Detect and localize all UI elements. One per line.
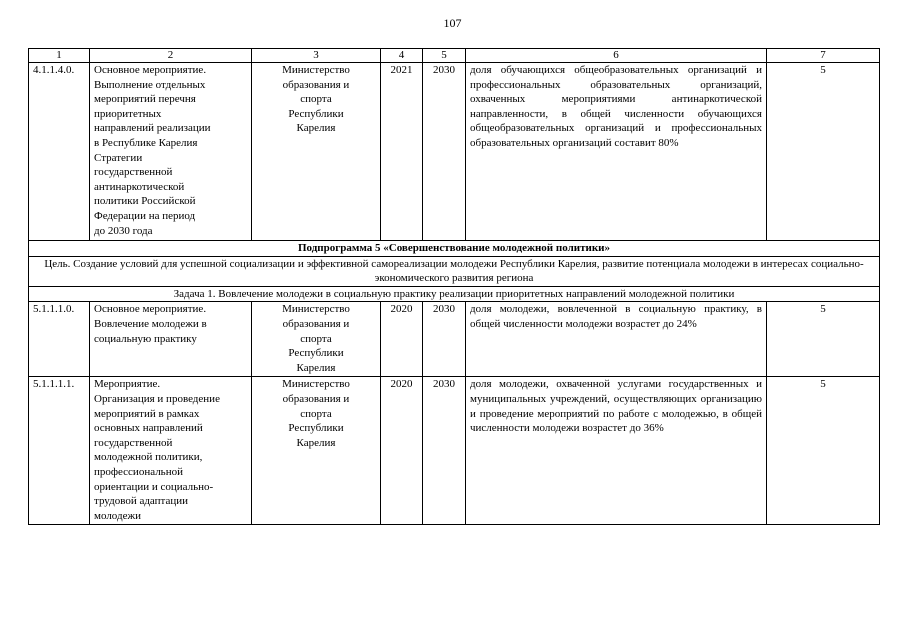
page-number: 107 [443, 16, 462, 30]
measure-end-year: 2030 [423, 63, 466, 241]
goal-row [29, 256, 880, 286]
measure-name: Основное мероприятие. Выполнение отдельных мероприятий перечня приоритетных направлений реализации в Республике Карелия Стратегии государственной антинаркотической политики Российской Федерации на период до 2030 года [90, 63, 252, 241]
measure-start-year: 2021 [381, 63, 423, 241]
measure-end-year: 2030 [423, 377, 466, 525]
measure-indicator: доля обучающихся общеобразовательных организаций и профессиональных образовательных организаций, охваченных мероприятиями антинаркотической направленности, в общей численности обучающихся общеобразовательных организаций и профессиональных образовательных организаций составит 80% [466, 63, 767, 241]
table-row [29, 302, 880, 377]
measure-ref: 5 [767, 302, 880, 377]
measure-executor: Министерство образования и спорта Республики Карелия [252, 63, 381, 241]
measure-indicator: доля молодежи, охваченной услугами государственных и муниципальных учреждений, осуществляющих организацию и проведение мероприятий по работе с молодежью, в общей численности молодежи возрастет до 36% [466, 377, 767, 525]
header-cell: 7 [767, 49, 880, 63]
measure-ref: 5 [767, 63, 880, 241]
measure-name: Основное мероприятие. Вовлечение молодежи в социальную практику [90, 302, 252, 377]
task-text: Задача 1. Вовлечение молодежи в социальную практику реализации приоритетных направлений молодежной политики [29, 286, 880, 302]
measure-executor: Министерство образования и спорта Республики Карелия [252, 377, 381, 525]
header-row [29, 49, 880, 63]
goal-text: Цель. Создание условий для успешной социализации и эффективной самореализации молодежи Республики Карелия, развитие потенциала молодежи в интересах социально-экономического развития региона [29, 256, 880, 286]
measures-table [28, 48, 880, 525]
header-cell: 6 [466, 49, 767, 63]
measure-code: 4.1.1.4.0. [29, 63, 90, 241]
header-cell: 3 [252, 49, 381, 63]
header-cell: 4 [381, 49, 423, 63]
subprogram-title: Подпрограмма 5 «Совершенствование молодежной политики» [29, 241, 880, 257]
task-row [29, 286, 880, 302]
measure-name: Мероприятие. Организация и проведение мероприятий в рамках основных направлений государственной молодежной политики, профессиональной ориентации и социально- трудовой адаптации молодежи [90, 377, 252, 525]
measure-code: 5.1.1.1.0. [29, 302, 90, 377]
header-cell: 5 [423, 49, 466, 63]
measure-code: 5.1.1.1.1. [29, 377, 90, 525]
measure-ref: 5 [767, 377, 880, 525]
header-cell: 2 [90, 49, 252, 63]
table-row [29, 377, 880, 525]
measure-start-year: 2020 [381, 377, 423, 525]
measure-start-year: 2020 [381, 302, 423, 377]
measure-end-year: 2030 [423, 302, 466, 377]
measure-indicator: доля молодежи, вовлеченной в социальную практику, в общей численности молодежи возрастет до 24% [466, 302, 767, 377]
header-cell: 1 [29, 49, 90, 63]
subprogram-row [29, 241, 880, 257]
measure-executor: Министерство образования и спорта Республики Карелия [252, 302, 381, 377]
table-row [29, 63, 880, 241]
